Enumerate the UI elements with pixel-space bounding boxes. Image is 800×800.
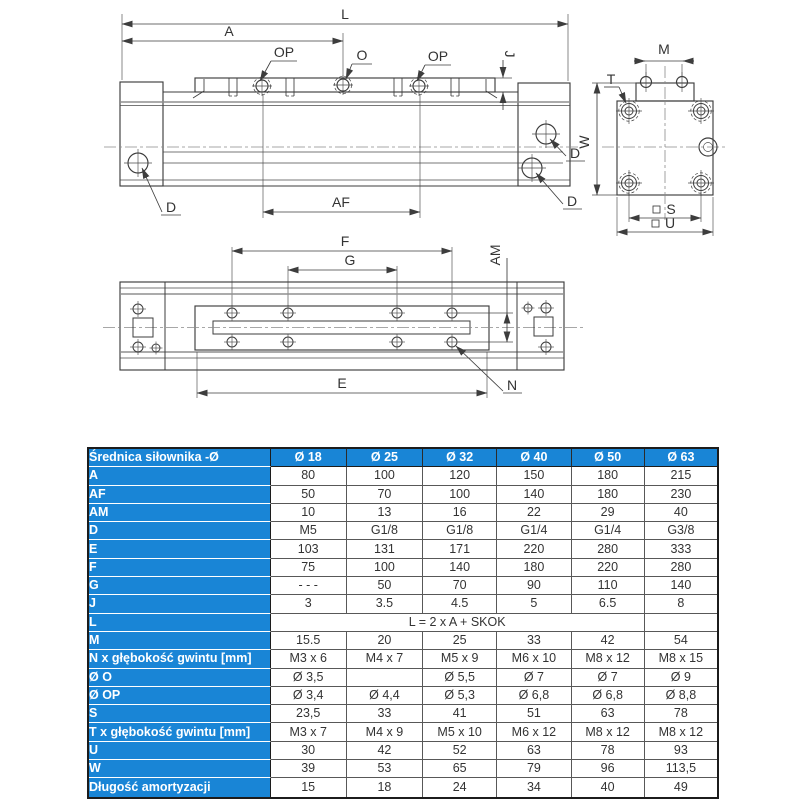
dim-label-N: N: [506, 377, 518, 393]
table-row: [89, 650, 717, 668]
end-view-drawing: [576, 41, 728, 236]
table-row: [89, 577, 717, 595]
top-view-body: [120, 282, 564, 370]
value-cell: G1/8: [347, 522, 423, 540]
value-cell: M5 x 10: [423, 723, 497, 741]
value-cell: 24: [423, 778, 497, 796]
value-cell: 10: [271, 504, 347, 522]
op-hole-left: [252, 76, 272, 96]
value-cell: Ø 6,8: [572, 687, 645, 705]
value-cell: 13: [347, 504, 423, 522]
value-cell: 63: [572, 705, 645, 723]
value-cell: 75: [271, 559, 347, 577]
square-symbol: [653, 206, 660, 213]
right-end-cap: [518, 83, 570, 186]
value-cell: [347, 669, 423, 687]
value-cell: M4 x 9: [347, 723, 423, 741]
value-cell: 63: [497, 742, 571, 760]
dim-label-W: W: [576, 135, 592, 149]
value-cell: 20: [347, 632, 423, 650]
column-header: Ø 40: [497, 449, 571, 467]
value-cell: 110: [572, 577, 645, 595]
value-cell: 180: [572, 486, 645, 504]
value-cell: 93: [645, 742, 717, 760]
value-cell: M8 x 12: [572, 723, 645, 741]
row-label: W: [89, 760, 271, 778]
value-cell: M5: [271, 522, 347, 540]
value-cell: 333: [645, 540, 717, 558]
value-cell: 16: [423, 504, 497, 522]
value-cell: 70: [347, 486, 423, 504]
dim-label-J: J: [502, 50, 518, 58]
dim-label-D-left: D: [165, 199, 177, 215]
dim-label-T: T: [606, 71, 616, 87]
value-cell: Ø 3,4: [271, 687, 347, 705]
table-row: [89, 486, 717, 504]
value-cell: 39: [271, 760, 347, 778]
value-cell: 100: [347, 467, 423, 485]
value-cell: 18: [347, 778, 423, 796]
dim-label-L: L: [341, 6, 349, 22]
value-cell: 40: [572, 778, 645, 796]
d-port-left: [124, 149, 152, 177]
value-cell: M5 x 9: [423, 650, 497, 668]
value-cell: 180: [497, 559, 571, 577]
column-header: Ø 18: [271, 449, 347, 467]
value-cell: Ø 5,3: [423, 687, 497, 705]
value-cell: Ø 4,4: [347, 687, 423, 705]
table-row: [89, 742, 717, 760]
table-row: [89, 778, 717, 796]
table-header-row: [89, 449, 717, 467]
value-cell: 52: [423, 742, 497, 760]
value-cell: 65: [423, 760, 497, 778]
value-cell: 25: [423, 632, 497, 650]
value-cell: 96: [572, 760, 645, 778]
row-label: J: [89, 595, 271, 613]
value-cell: 220: [497, 540, 571, 558]
value-cell: 220: [572, 559, 645, 577]
side-view-drawing: [104, 6, 586, 218]
value-cell: 280: [645, 559, 717, 577]
row-label: G: [89, 577, 271, 595]
value-cell: 51: [497, 705, 571, 723]
value-cell: 113,5: [645, 760, 717, 778]
value-cell: - - -: [271, 577, 347, 595]
value-cell: 50: [271, 486, 347, 504]
column-header: Ø 63: [645, 449, 717, 467]
table-row: [89, 705, 717, 723]
value-cell: 42: [572, 632, 645, 650]
value-cell: M4 x 7: [347, 650, 423, 668]
row-label: Ø OP: [89, 687, 271, 705]
row-label: Ø O: [89, 669, 271, 687]
dimension-table-wrap: [87, 447, 719, 799]
merged-value-cell: L = 2 x A + SKOK: [271, 614, 645, 632]
value-cell: 215: [645, 467, 717, 485]
value-cell: 120: [423, 467, 497, 485]
value-cell: 140: [497, 486, 571, 504]
value-cell: Ø 7: [497, 669, 571, 687]
value-cell: 3: [271, 595, 347, 613]
value-cell: 100: [423, 486, 497, 504]
table-row: [89, 687, 717, 705]
dim-label-U: U: [664, 215, 676, 231]
value-cell: 6.5: [572, 595, 645, 613]
value-cell: 103: [271, 540, 347, 558]
value-cell: 79: [497, 760, 571, 778]
value-cell: 22: [497, 504, 571, 522]
table-row: [89, 522, 717, 540]
value-cell: 171: [423, 540, 497, 558]
dim-label-A: A: [224, 23, 234, 39]
dim-label-D-right-lower: D: [566, 193, 578, 209]
dim-label-G: G: [344, 252, 356, 268]
top-view-drawing: [103, 233, 586, 398]
row-label: D: [89, 522, 271, 540]
value-cell: 131: [347, 540, 423, 558]
value-cell: M8 x 12: [645, 723, 717, 741]
value-cell: 140: [645, 577, 717, 595]
value-cell: 33: [347, 705, 423, 723]
value-cell: 49: [645, 778, 717, 796]
value-cell: [645, 614, 717, 632]
value-cell: 140: [423, 559, 497, 577]
table-row: [89, 723, 717, 741]
row-label: U: [89, 742, 271, 760]
dim-label-M: M: [658, 41, 670, 57]
row-label: E: [89, 540, 271, 558]
d-port-right-lower: [518, 154, 546, 182]
table-row: [89, 467, 717, 485]
dim-label-AM: AM: [487, 244, 503, 266]
table-row: [89, 559, 717, 577]
value-cell: 53: [347, 760, 423, 778]
value-cell: 50: [347, 577, 423, 595]
value-cell: 15.5: [271, 632, 347, 650]
row-label: AM: [89, 504, 271, 522]
value-cell: 23,5: [271, 705, 347, 723]
row-label: Długość amortyzacji: [89, 778, 271, 796]
value-cell: M3 x 6: [271, 650, 347, 668]
value-cell: M8 x 15: [645, 650, 717, 668]
square-symbol: [652, 220, 659, 227]
value-cell: 230: [645, 486, 717, 504]
value-cell: 4.5: [423, 595, 497, 613]
recess: [195, 306, 489, 350]
value-cell: 78: [572, 742, 645, 760]
corner-header: Średnica siłownika -Ø: [89, 449, 271, 467]
value-cell: 54: [645, 632, 717, 650]
value-cell: Ø 5,5: [423, 669, 497, 687]
column-header: Ø 50: [572, 449, 645, 467]
value-cell: 33: [497, 632, 571, 650]
row-label: AF: [89, 486, 271, 504]
value-cell: 100: [347, 559, 423, 577]
dim-label-OP-left: OP: [273, 44, 295, 60]
row-label: N x głębokość gwintu [mm]: [89, 650, 271, 668]
value-cell: 3.5: [347, 595, 423, 613]
value-cell: 180: [572, 467, 645, 485]
value-cell: 34: [497, 778, 571, 796]
table-row: [89, 760, 717, 778]
d-port-right-upper: [532, 120, 560, 148]
value-cell: G3/8: [645, 522, 717, 540]
dim-label-AF: AF: [332, 194, 350, 210]
value-cell: 42: [347, 742, 423, 760]
value-cell: 30: [271, 742, 347, 760]
row-label: A: [89, 467, 271, 485]
dim-label-S: S: [666, 201, 676, 217]
row-label: F: [89, 559, 271, 577]
value-cell: 280: [572, 540, 645, 558]
value-cell: M6 x 12: [497, 723, 571, 741]
value-cell: M3 x 7: [271, 723, 347, 741]
value-cell: 150: [497, 467, 571, 485]
value-cell: 29: [572, 504, 645, 522]
row-label: L: [89, 614, 271, 632]
value-cell: 80: [271, 467, 347, 485]
dim-label-OP-right: OP: [427, 48, 449, 64]
column-header: Ø 32: [423, 449, 497, 467]
value-cell: Ø 3,5: [271, 669, 347, 687]
value-cell: M8 x 12: [572, 650, 645, 668]
dim-label-E: E: [337, 375, 347, 391]
value-cell: 15: [271, 778, 347, 796]
value-cell: 90: [497, 577, 571, 595]
value-cell: Ø 9: [645, 669, 717, 687]
value-cell: 70: [423, 577, 497, 595]
value-cell: G1/4: [497, 522, 571, 540]
value-cell: Ø 7: [572, 669, 645, 687]
table-row: [89, 595, 717, 613]
dimension-table: [89, 449, 717, 797]
dim-label-F: F: [340, 233, 350, 249]
row-label: T x głębokość gwintu [mm]: [89, 723, 271, 741]
value-cell: 40: [645, 504, 717, 522]
left-end-cap: [120, 82, 163, 186]
dim-label-O: O: [356, 47, 368, 63]
value-cell: G1/8: [423, 522, 497, 540]
op-hole-right: [409, 76, 429, 96]
value-cell: 41: [423, 705, 497, 723]
table-row: [89, 504, 717, 522]
column-header: Ø 25: [347, 449, 423, 467]
left-cap-detail: [130, 301, 163, 355]
dim-label-D-right-upper: D: [569, 145, 581, 161]
table-row: [89, 669, 717, 687]
value-cell: Ø 6,8: [497, 687, 571, 705]
table-row: [89, 632, 717, 650]
value-cell: M6 x 10: [497, 650, 571, 668]
value-cell: 8: [645, 595, 717, 613]
value-cell: 78: [645, 705, 717, 723]
row-label: M: [89, 632, 271, 650]
value-cell: G1/4: [572, 522, 645, 540]
table-row: [89, 614, 717, 632]
table-row: [89, 540, 717, 558]
row-label: S: [89, 705, 271, 723]
value-cell: 5: [497, 595, 571, 613]
value-cell: Ø 8,8: [645, 687, 717, 705]
